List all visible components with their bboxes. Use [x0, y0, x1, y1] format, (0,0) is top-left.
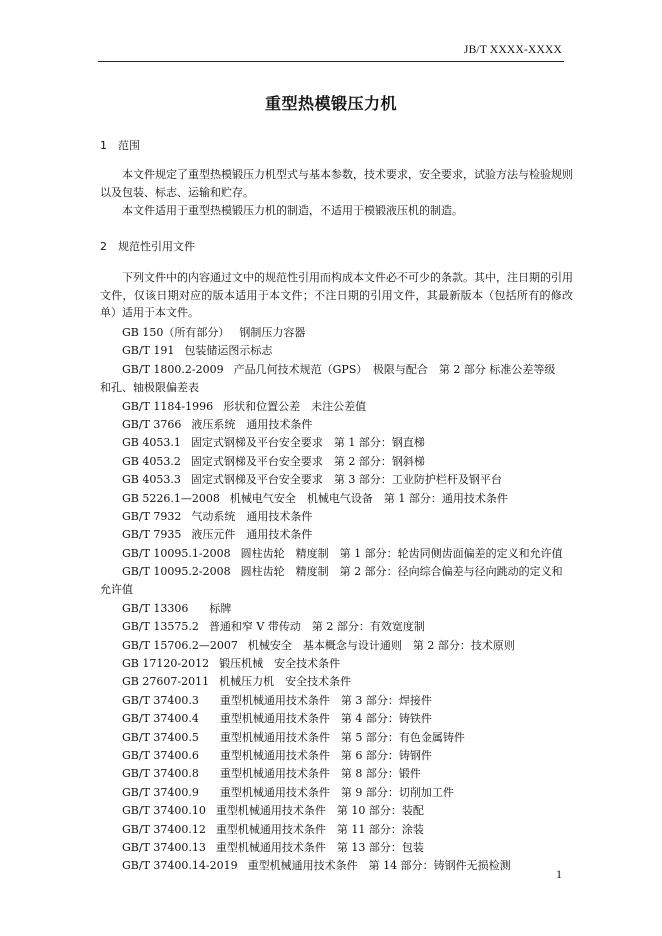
reference-code: GB 150（所有部分）: [122, 326, 230, 339]
reference-code: GB/T 7935: [122, 528, 182, 542]
reference-title: 液压元件 通用技术条件: [191, 528, 313, 542]
reference-item: [100, 324, 573, 342]
reference-item: [100, 692, 573, 710]
reference-item: [100, 526, 573, 544]
reference-item: [100, 490, 573, 508]
reference-title: 钢制压力容器: [239, 326, 306, 339]
reference-code: GB/T 37400.13: [122, 840, 206, 854]
reference-title: 重型机械通用技术条件 第 8 部分：锻件: [208, 767, 421, 781]
reference-item: [100, 453, 573, 471]
reference-title: 重型机械通用技术条件 第 14 部分：铸钢件无损检测: [247, 859, 511, 873]
reference-title: 标牌: [198, 601, 232, 615]
reference-item: [100, 361, 573, 379]
reference-code: GB/T 37400.9: [122, 785, 199, 799]
reference-list: [100, 324, 573, 876]
reference-code: GB/T 37400.5: [122, 730, 199, 744]
reference-code: GB 5226.1—2008: [122, 491, 220, 505]
reference-continuation: 允许值: [100, 583, 133, 597]
reference-item: [100, 600, 573, 618]
section-2-number: 2: [100, 240, 107, 253]
reference-item: [100, 729, 573, 747]
reference-code: GB/T 37400.6: [122, 748, 199, 762]
reference-title: 圆柱齿轮 精度制 第 2 部分：径向综合偏差与径向跳动的定义和: [240, 565, 563, 579]
reference-code: GB/T 13306: [122, 601, 189, 615]
reference-title: 重型机械通用技术条件 第 6 部分：铸钢件: [208, 748, 432, 762]
reference-item: [100, 765, 573, 783]
reference-item: [100, 673, 573, 691]
reference-title: 机械电气安全 机械电气设备 第 1 部分：通用技术条件: [229, 491, 508, 505]
reference-item: [100, 839, 573, 857]
reference-code: GB 4053.1: [122, 436, 181, 450]
reference-code: GB 4053.3: [122, 473, 181, 487]
reference-code: GB/T 37400.12: [122, 822, 206, 836]
reference-code: GB/T 13575.2: [122, 620, 199, 634]
reference-title: 重型机械通用技术条件 第 5 部分：有色金属铸件: [208, 730, 465, 744]
reference-code: GB 4053.2: [122, 454, 181, 468]
reference-title: 气动系统 通用技术条件: [191, 509, 313, 523]
reference-title: 产品几何技术规范（GPS） 极限与配合 第 2 部分 标准公差等级: [233, 362, 556, 376]
reference-item: [100, 563, 573, 581]
reference-title: 重型机械通用技术条件 第 11 部分：涂装: [215, 822, 424, 836]
reference-title: 重型机械通用技术条件 第 13 部分：包装: [215, 840, 424, 854]
reference-item: [100, 637, 573, 655]
reference-title: 固定式钢梯及平台安全要求 第 1 部分：钢直梯: [190, 436, 425, 450]
reference-code: GB/T 7932: [122, 509, 182, 523]
reference-code: GB/T 1800.2-2009: [122, 362, 224, 376]
reference-code: GB/T 10095.2-2008: [122, 565, 231, 579]
reference-title: 重型机械通用技术条件 第 4 部分：铸铁件: [208, 712, 432, 726]
section-2-heading: [100, 238, 195, 254]
section-1-heading: [100, 137, 140, 153]
section-2-title: 规范性引用文件: [118, 240, 195, 253]
reference-item: [100, 508, 573, 526]
header-standard-code: JB/T XXXX-XXXX: [463, 44, 562, 56]
reference-code: GB/T 37400.8: [122, 767, 199, 781]
reference-title: 重型机械通用技术条件 第 9 部分：切削加工件: [208, 785, 454, 799]
reference-item: [100, 618, 573, 636]
section-2-intro: 下列文件中的内容通过文中的规范性引用而构成本文件必不可少的条款。其中，注日期的引用文件，仅该日期对应的版本适用于本文件；不注日期的引用文件，其最新版本（包括所有的修改单）适用于本文件。: [100, 271, 573, 320]
reference-title: 机械压力机 安全技术条件: [219, 675, 352, 689]
reference-code: GB/T 37400.14-2019: [122, 859, 238, 873]
reference-code: GB/T 15706.2—2007: [122, 638, 238, 652]
reference-title: 普通和窄 V 带传动 第 2 部分：有效宽度制: [208, 620, 425, 634]
section-1-title: 范围: [118, 139, 140, 152]
reference-title: 包装储运图示标志: [184, 344, 273, 358]
reference-item: [100, 655, 573, 673]
reference-code: GB/T 10095.1-2008: [122, 546, 231, 560]
header-rule: [98, 61, 564, 62]
section-1-number: 1: [100, 139, 107, 152]
reference-code: GB 17120-2012: [122, 657, 210, 671]
reference-title: 重型机械通用技术条件 第 10 部分：装配: [215, 804, 424, 818]
reference-code: GB/T 3766: [122, 417, 182, 431]
reference-title: 重型机械通用技术条件 第 3 部分：焊接件: [208, 693, 432, 707]
reference-code: GB/T 37400.4: [122, 712, 199, 726]
reference-code: GB 27607-2011: [122, 675, 210, 689]
reference-item: [100, 416, 573, 434]
reference-item: [100, 471, 573, 489]
reference-code: GB/T 37400.10: [122, 804, 206, 818]
reference-item: [100, 784, 573, 802]
reference-item: [100, 802, 573, 820]
page-number: 1: [556, 867, 562, 881]
section-1-paragraph-2: 本文件适用于重型热模锻压力机的制造，不适用于模锻液压机的制造。: [122, 204, 463, 217]
reference-code: GB/T 191: [122, 344, 175, 358]
reference-title: 固定式钢梯及平台安全要求 第 3 部分：工业防护栏杆及钢平台: [190, 473, 502, 487]
reference-title: 圆柱齿轮 精度制 第 1 部分：轮齿同侧齿面偏差的定义和允许值: [240, 546, 563, 560]
reference-title: 固定式钢梯及平台安全要求 第 2 部分：钢斜梯: [190, 454, 425, 468]
reference-item: [100, 747, 573, 765]
reference-item: [100, 821, 573, 839]
reference-title: 机械安全 基本概念与设计通则 第 2 部分：技术原则: [247, 638, 515, 652]
reference-title: 锻压机械 安全技术条件: [219, 657, 341, 671]
reference-title: 液压系统 通用技术条件: [191, 417, 313, 431]
reference-item: [100, 342, 573, 360]
reference-item: [100, 710, 573, 728]
reference-item: [100, 434, 573, 452]
reference-item: [100, 398, 573, 416]
reference-item: [100, 857, 573, 875]
reference-code: GB/T 1184-1996: [122, 399, 214, 413]
reference-item: [100, 545, 573, 563]
reference-title: 形状和位置公差 未注公差值: [223, 399, 367, 413]
reference-continuation: 和孔、轴极限偏差表: [100, 381, 199, 395]
section-1-paragraph-1: 本文件规定了重型热模锻压力机型式与基本参数，技术要求，安全要求，试验方法与检验规则以及包装、标志、运输和贮存。: [100, 168, 573, 199]
reference-code: GB/T 37400.3: [122, 693, 199, 707]
document-title: 重型热模锻压力机: [264, 94, 397, 113]
